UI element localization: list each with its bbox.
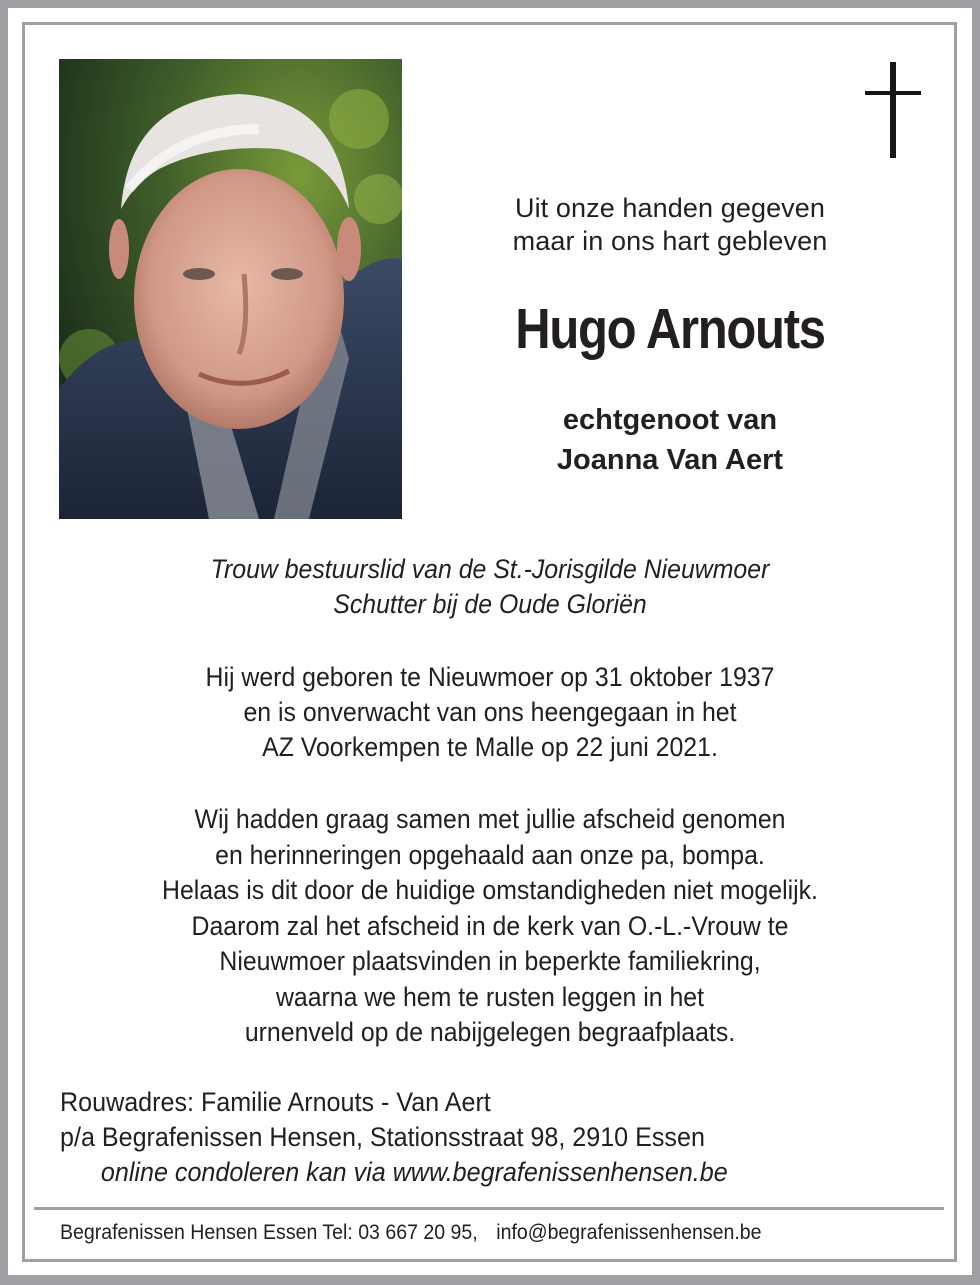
deceased-name: Hugo Arnouts [515, 297, 825, 361]
footer [60, 1218, 878, 1248]
motto-line: maar in ons hart gebleven [512, 226, 828, 256]
bio-line: Hij werd geboren te Nieuwmoer op 31 oktober 1937 [205, 662, 775, 692]
cross-icon [865, 62, 921, 158]
footer-company-phone: Begrafenissen Hensen Essen Tel: 03 667 20 95, [60, 1221, 478, 1244]
message-line: waarna we hem te rusten leggen in het [275, 981, 705, 1012]
cross-vertical-bar [890, 62, 896, 158]
message-line: Wij hadden graag samen met jullie afscheid genomen [194, 804, 786, 834]
spouse-info [440, 400, 900, 480]
roles [94, 552, 885, 622]
role-line: Schutter bij de Oude Gloriën [333, 589, 647, 619]
biography [94, 660, 885, 765]
role-line: Trouw bestuurslid van de St.-Jorisgilde Nieuwmoer [210, 554, 770, 584]
message-line: Helaas is dit door de huidige omstandigheden niet mogelijk. [162, 875, 818, 905]
farewell-message [76, 802, 904, 1051]
portrait-image [59, 59, 402, 519]
footer-email-link[interactable]: info@begrafenissenhensen.be [496, 1221, 762, 1244]
message-line: urnenveld op de nabijgelegen begraafplaats. [244, 1017, 736, 1047]
spouse-name: Joanna Van Aert [556, 444, 784, 476]
cross-horizontal-bar [865, 91, 921, 95]
spouse-relation: echtgenoot van [562, 404, 778, 436]
address-line-1: Rouwadres: Familie Arnouts - Van Aert [60, 1087, 491, 1117]
portrait-photo [59, 59, 402, 519]
message-line: en herinneringen opgehaald aan onze pa, bompa. [215, 839, 765, 870]
online-condolence-link[interactable]: online condoleren kan via www.begrafenissenhensen.be [100, 1157, 728, 1187]
message-line: Daarom zal het afscheid in de kerk van O.-L.-Vrouw te [191, 910, 789, 941]
mourning-address [60, 1085, 940, 1190]
footer-divider [34, 1207, 944, 1210]
message-line: Nieuwmoer plaatsvinden in beperkte familiekring, [219, 946, 761, 976]
motto-line: Uit onze handen gegeven [514, 193, 826, 223]
address-line-2: p/a Begrafenissen Hensen, Stationsstraat 98, 2910 Essen [60, 1122, 705, 1152]
bio-line: en is onverwacht van ons heengegaan in het [243, 697, 737, 727]
motto [440, 192, 900, 258]
bio-line: AZ Voorkempen te Malle op 22 juni 2021. [262, 732, 718, 762]
